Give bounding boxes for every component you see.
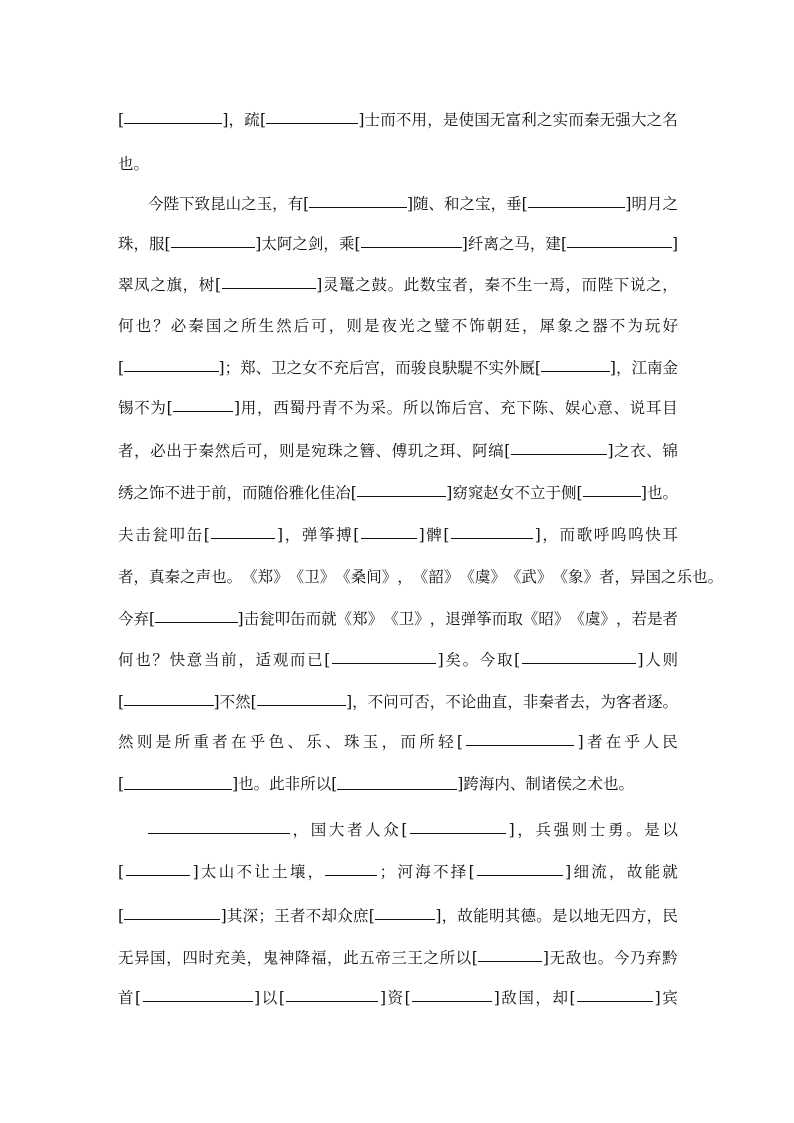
text-line: 者 ， 真 秦 之 声 也 。 《 郑 》 《 卫 》 《 桑 间 》 ， 《 韶 》 《 虞 》 《 武 》 《 象 》 者 ， 异 国 之 乐 也 。	[118, 568, 724, 586]
text-line: 何 也 ？ 快 意 当 前 ， 适 观 而 已 [ ] 矣 。 今 取 [ ] 人 则	[118, 646, 678, 674]
text-line: [ ] 其 深 ； 王 者 不 却 众 庶 [ ] ， 故 能 明 其 德 。 是 以 地 无 四 方 ， 民	[118, 902, 678, 930]
fill-in-blank[interactable]	[478, 944, 542, 962]
text-line: 珠 ， 服 [ ] 太 阿 之 剑 ， 乘 [ ] 纤 离 之 马 ， 建 [ ]	[118, 230, 678, 258]
fill-in-blank[interactable]	[155, 605, 237, 623]
fill-in-blank[interactable]	[577, 984, 653, 1002]
text-line: 今 陛 下 致 昆 山 之 玉 ， 有 [ ] 随 、 和 之 宝 ， 垂 [ ] 明 月 之	[148, 190, 678, 218]
fill-in-blank[interactable]	[143, 984, 253, 1002]
fill-in-blank[interactable]	[583, 479, 641, 497]
fill-in-blank[interactable]	[541, 354, 610, 372]
text-line: 者 ， 必 出 于 秦 然 后 可 ， 则 是 宛 珠 之 簪 、 傅 玑 之 珥 、 阿 缟 [ ] 之 衣 、 锦	[118, 437, 678, 465]
fill-in-blank[interactable]	[124, 354, 218, 372]
fill-in-blank[interactable]	[477, 858, 563, 876]
fill-in-blank[interactable]	[528, 190, 626, 208]
fill-in-blank[interactable]	[361, 230, 462, 248]
text-line: ， 国 大 者 人 众 [ ] ， 兵 强 则 士 勇 。 是 以	[148, 816, 678, 844]
text-line: [ ] ； 郑 、 卫 之 女 不 充 后 宫 ， 而 骏 良 駃 騠 不 实 外 厩 [ ] ， 江 南 金	[118, 354, 678, 382]
fill-in-blank[interactable]	[173, 394, 233, 412]
fill-in-blank[interactable]	[410, 816, 506, 834]
text-line: [ ] 太 山 不 让 土 壤 ， ； 河 海 不 择 [ ] 细 流 ， 故 能 就	[118, 858, 678, 886]
fill-in-blank[interactable]	[361, 521, 417, 539]
fill-in-blank[interactable]	[124, 688, 213, 706]
fill-in-blank[interactable]	[332, 646, 436, 664]
text-line: 翠 凤 之 旗 ， 树 [ ] 灵 鼍 之 鼓 。 此 数 宝 者 ， 秦 不 生 一 焉 ， 而 陛 下 说 之 ，	[118, 271, 678, 299]
text-line: 今 弃 [ ] 击 瓮 叩 缶 而 就 《 郑 》 《 卫 》 ， 退 弹 筝 而 取 《 昭 》 《 虞 》 ， 若 是 者	[118, 605, 678, 633]
text-line: [ ] 不 然 [ ] ， 不 问 可 否 ， 不 论 曲 直 ， 非 秦 者 去 ， 为 客 者 逐 。	[118, 688, 678, 716]
fill-in-blank[interactable]	[124, 106, 222, 124]
text-line: 首 [ ] 以 [ ] 资 [ ] 敌 国 ， 却 [ ] 宾	[118, 984, 678, 1012]
fill-in-blank[interactable]	[309, 190, 407, 208]
fill-in-blank[interactable]	[148, 816, 290, 834]
fill-in-blank[interactable]	[337, 772, 457, 790]
fill-in-blank[interactable]	[357, 479, 447, 497]
fill-in-blank[interactable]	[451, 521, 533, 539]
fill-in-blank[interactable]	[222, 271, 316, 289]
text-line: 然 则 是 所 重 者 在 乎 色 、 乐 、 珠 玉 ， 而 所 轻 [ ] 者 在 乎 人 民	[118, 728, 678, 756]
text-line: 无 异 国 ， 四 时 充 美 ， 鬼 神 降 福 ， 此 五 帝 三 王 之 所 以 [ ] 无 敌 也 。 今 乃 弃 黔	[118, 944, 678, 972]
fill-in-blank[interactable]	[266, 106, 358, 124]
text-line: 也。	[118, 155, 150, 173]
text-line: 夫 击 瓮 叩 缶 [ ] ， 弹 筝 搏 [ ] 髀 [ ] ， 而 歌 呼 呜 呜 快 耳	[118, 521, 678, 549]
fill-in-blank[interactable]	[126, 858, 190, 876]
fill-in-blank[interactable]	[412, 984, 492, 1002]
text-line: 何 也 ？ 必 秦 国 之 所 生 然 后 可 ， 则 是 夜 光 之 璧 不 饰 朝 廷 ， 犀 象 之 器 不 为 玩 好	[118, 317, 678, 335]
text-line: [ ]也。此非所以[ ]跨海内、制诸侯之术也。	[118, 770, 678, 798]
fill-in-blank[interactable]	[257, 688, 346, 706]
fill-in-blank[interactable]	[171, 230, 256, 248]
fill-in-blank[interactable]	[567, 230, 672, 248]
text-line: 锡 不 为 [ ] 用 ， 西 蜀 丹 青 不 为 采 。 所 以 饰 后 宫 、 充 下 陈 、 娱 心 意 、 说 耳 目	[118, 394, 678, 422]
fill-in-blank[interactable]	[511, 437, 607, 455]
text-line: [ ] ， 疏 [ ] 士 而 不 用 ， 是 使 国 无 富 利 之 实 而 秦 无 强 大 之 名	[118, 106, 678, 134]
fill-in-blank[interactable]	[124, 772, 232, 790]
text-line: 绣 之 饰 不 进 于 前 ， 而 随 俗 雅 化 佳 冶 [ ] 窈 窕 赵 女 不 立 于 侧 [ ] 也 。	[118, 479, 678, 507]
fill-in-blank[interactable]	[375, 902, 435, 920]
fill-in-blank[interactable]	[466, 728, 574, 746]
fill-in-blank[interactable]	[325, 858, 377, 876]
fill-in-blank[interactable]	[124, 902, 220, 920]
fill-in-blank[interactable]	[286, 984, 378, 1002]
fill-in-blank[interactable]	[522, 646, 636, 664]
fill-in-blank[interactable]	[211, 521, 275, 539]
